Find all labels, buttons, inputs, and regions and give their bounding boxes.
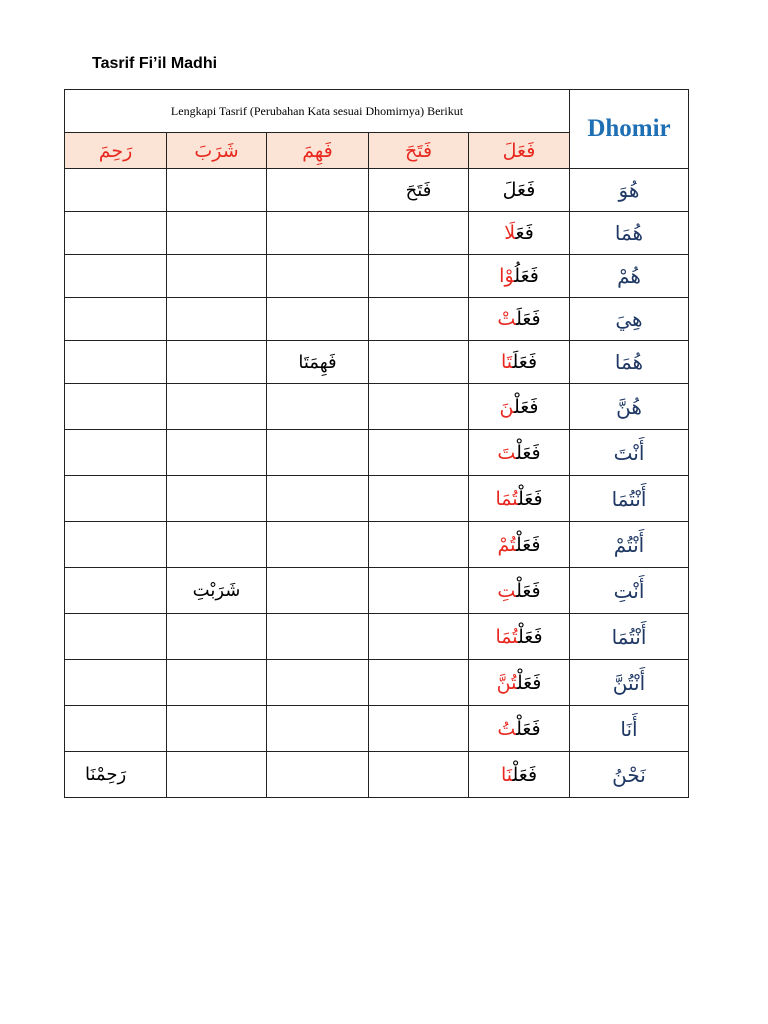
cell-syaraba[interactable] bbox=[167, 660, 267, 706]
cell-fataha[interactable] bbox=[369, 476, 469, 522]
page-title: Tasrif Fi’il Madhi bbox=[92, 55, 218, 72]
cell-fataha[interactable] bbox=[369, 298, 469, 341]
instruction-row bbox=[65, 90, 689, 133]
verb-header-fahima: فَهِمَ bbox=[267, 133, 369, 169]
cell-faala bbox=[469, 706, 570, 752]
faala-stem: فَعَلْ bbox=[515, 533, 541, 556]
cell-faala bbox=[469, 568, 570, 614]
tasrif-row bbox=[65, 255, 689, 298]
cell-fahima[interactable] bbox=[267, 298, 369, 341]
cell-faala bbox=[469, 169, 570, 212]
faala-suffix: تْ bbox=[497, 308, 517, 330]
instruction-text: Lengkapi Tasrif (Perubahan Kata sesuai Dhomirnya) Berikut bbox=[65, 90, 570, 133]
pronoun-cell: أَنْتَ bbox=[570, 430, 689, 476]
cell-faala bbox=[469, 341, 570, 384]
cell-syaraba[interactable] bbox=[167, 614, 267, 660]
faala-stem: فَعَلْ bbox=[517, 625, 543, 648]
cell-rahima[interactable] bbox=[65, 169, 167, 212]
pronoun-cell: هِيَ bbox=[570, 298, 689, 341]
cell-syaraba[interactable] bbox=[167, 752, 267, 798]
cell-fataha[interactable]: فَتَحَ bbox=[369, 169, 469, 212]
cell-fahima[interactable] bbox=[267, 212, 369, 255]
tasrif-row bbox=[65, 476, 689, 522]
pronoun-cell: هُنَّ bbox=[570, 384, 689, 430]
faala-suffix: تُمْ bbox=[497, 533, 516, 556]
cell-rahima[interactable] bbox=[65, 568, 167, 614]
cell-fahima[interactable] bbox=[267, 614, 369, 660]
cell-faala bbox=[469, 476, 570, 522]
cell-fataha[interactable] bbox=[369, 706, 469, 752]
pronoun-cell: هُمَا bbox=[570, 341, 689, 384]
faala-suffix: تُمَا bbox=[495, 625, 518, 648]
verb-header-fataha: فَتَحَ bbox=[369, 133, 469, 169]
cell-fataha[interactable] bbox=[369, 752, 469, 798]
faala-suffix: تُ bbox=[497, 717, 517, 740]
cell-fataha[interactable] bbox=[369, 614, 469, 660]
tasrif-table bbox=[64, 89, 689, 798]
tasrif-row bbox=[65, 568, 689, 614]
cell-faala bbox=[469, 255, 570, 298]
cell-syaraba[interactable] bbox=[167, 255, 267, 298]
faala-suffix: تَ bbox=[497, 441, 517, 464]
cell-fataha[interactable] bbox=[369, 430, 469, 476]
faala-suffix: تُنَّ bbox=[496, 671, 517, 694]
tasrif-row bbox=[65, 660, 689, 706]
cell-fahima[interactable] bbox=[267, 430, 369, 476]
faala-suffix: تَا bbox=[500, 351, 513, 373]
faala-stem: فَعَلْ bbox=[516, 717, 541, 740]
faala-suffix: وْا bbox=[499, 265, 515, 287]
cell-fataha[interactable] bbox=[369, 522, 469, 568]
faala-suffix: تُمَا bbox=[495, 487, 518, 510]
cell-faala bbox=[469, 660, 570, 706]
pronoun-cell: هُمَا bbox=[570, 212, 689, 255]
faala-stem: فَعَلْ bbox=[517, 487, 543, 510]
cell-faala bbox=[469, 212, 570, 255]
faala-suffix: نَا bbox=[500, 763, 513, 786]
pronoun-cell: هُوَ bbox=[570, 169, 689, 212]
cell-fahima[interactable] bbox=[267, 752, 369, 798]
cell-rahima[interactable] bbox=[65, 476, 167, 522]
dhomir-header: Dhomir bbox=[570, 90, 689, 169]
faala-stem: فَعَلَ bbox=[502, 179, 536, 201]
faala-stem: فَعَلَ bbox=[512, 351, 538, 373]
faala-stem: فَعَ bbox=[515, 222, 534, 244]
cell-fahima[interactable] bbox=[267, 384, 369, 430]
faala-stem: فَعَلْ bbox=[516, 579, 541, 602]
pronoun-cell: أَنْتُنَّ bbox=[570, 660, 689, 706]
tasrif-row bbox=[65, 706, 689, 752]
cell-syaraba[interactable] bbox=[167, 522, 267, 568]
cell-fataha[interactable] bbox=[369, 341, 469, 384]
cell-faala bbox=[469, 384, 570, 430]
cell-syaraba[interactable] bbox=[167, 384, 267, 430]
cell-syaraba[interactable] bbox=[167, 212, 267, 255]
pronoun-cell: أَنْتِ bbox=[570, 568, 689, 614]
cell-fataha[interactable] bbox=[369, 255, 469, 298]
pronoun-cell: هُمْ bbox=[570, 255, 689, 298]
cell-rahima[interactable] bbox=[65, 614, 167, 660]
faala-stem: فَعَلْ bbox=[513, 395, 539, 418]
faala-stem: فَعَلَ bbox=[516, 308, 541, 330]
cell-rahima[interactable] bbox=[65, 212, 167, 255]
cell-fahima[interactable] bbox=[267, 706, 369, 752]
cell-fahima[interactable] bbox=[267, 169, 369, 212]
cell-faala bbox=[469, 522, 570, 568]
cell-fataha[interactable] bbox=[369, 212, 469, 255]
cell-syaraba[interactable] bbox=[167, 706, 267, 752]
cell-rahima[interactable] bbox=[65, 384, 167, 430]
tasrif-row bbox=[65, 522, 689, 568]
faala-stem: فَعَلُ bbox=[514, 265, 539, 287]
cell-rahima[interactable] bbox=[65, 430, 167, 476]
cell-rahima[interactable] bbox=[65, 255, 167, 298]
tasrif-row bbox=[65, 212, 689, 255]
pronoun-cell: أَنْتُمَا bbox=[570, 614, 689, 660]
cell-fataha[interactable] bbox=[369, 660, 469, 706]
cell-fataha[interactable] bbox=[369, 568, 469, 614]
cell-syaraba[interactable] bbox=[167, 341, 267, 384]
pronoun-cell: أَنْتُمْ bbox=[570, 522, 689, 568]
cell-faala bbox=[469, 614, 570, 660]
tasrif-row bbox=[65, 752, 689, 798]
cell-faala bbox=[469, 298, 570, 341]
cell-syaraba[interactable] bbox=[167, 430, 267, 476]
cell-fahima[interactable] bbox=[267, 522, 369, 568]
faala-suffix: نَ bbox=[499, 395, 514, 418]
tasrif-row bbox=[65, 341, 689, 384]
pronoun-cell: أَنَا bbox=[570, 706, 689, 752]
cell-fataha[interactable] bbox=[369, 384, 469, 430]
tasrif-row bbox=[65, 169, 689, 212]
cell-fahima[interactable] bbox=[267, 660, 369, 706]
cell-syaraba[interactable]: شَرَبْتِ bbox=[167, 568, 267, 614]
faala-stem: فَعَلْ bbox=[512, 763, 538, 786]
cell-rahima[interactable] bbox=[65, 706, 167, 752]
cell-rahima[interactable]: رَحِمْنَا bbox=[65, 752, 167, 798]
tasrif-row bbox=[65, 614, 689, 660]
faala-suffix: لَا bbox=[504, 222, 516, 244]
tasrif-row bbox=[65, 430, 689, 476]
faala-stem: فَعَلْ bbox=[516, 441, 541, 464]
cell-faala bbox=[469, 430, 570, 476]
cell-fahima[interactable]: فَهِمَتَا bbox=[267, 341, 369, 384]
cell-fahima[interactable] bbox=[267, 476, 369, 522]
tasrif-row bbox=[65, 384, 689, 430]
faala-stem: فَعَلْ bbox=[516, 671, 542, 694]
tasrif-row bbox=[65, 298, 689, 341]
verb-header-syaraba: شَرَبَ bbox=[167, 133, 267, 169]
cell-syaraba[interactable] bbox=[167, 169, 267, 212]
cell-syaraba[interactable] bbox=[167, 298, 267, 341]
cell-fahima[interactable] bbox=[267, 255, 369, 298]
cell-rahima[interactable] bbox=[65, 298, 167, 341]
cell-rahima[interactable] bbox=[65, 341, 167, 384]
pronoun-cell: أَنْتُمَا bbox=[570, 476, 689, 522]
verb-header-rahima: رَحِمَ bbox=[65, 133, 167, 169]
faala-suffix: تِ bbox=[497, 579, 517, 602]
cell-syaraba[interactable] bbox=[167, 476, 267, 522]
cell-rahima[interactable] bbox=[65, 522, 167, 568]
pronoun-cell: نَحْنُ bbox=[570, 752, 689, 798]
cell-faala bbox=[469, 752, 570, 798]
cell-rahima[interactable] bbox=[65, 660, 167, 706]
cell-fahima[interactable] bbox=[267, 568, 369, 614]
verb-header-faala: فَعَلَ bbox=[469, 133, 570, 169]
